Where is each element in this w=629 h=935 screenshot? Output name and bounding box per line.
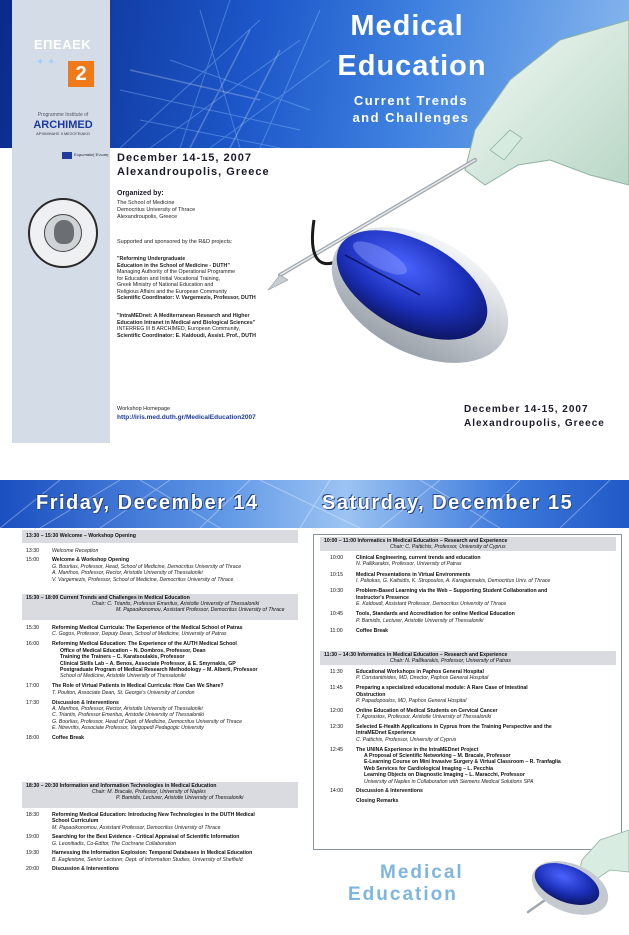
schedule-line: Closing Remarks <box>356 798 399 805</box>
schedule-line: Obstruction <box>356 691 386 698</box>
schedule-line: Reforming Medical Education: The Experience of the AUTH Medical School <box>52 641 237 648</box>
schedule-time: 13:30 <box>26 548 39 554</box>
event-date-bottom: December 14-15, 2007 <box>464 404 589 415</box>
schedule-line: B. Eaglestone, Senior Lecturer, Dept. of Information Studies, University of Sheffield <box>52 856 243 863</box>
schedule-line: School Curriculum <box>52 818 99 825</box>
schedule-line: Medical Presentations in Virtual Environments <box>356 571 471 578</box>
schedule-entry <box>356 798 606 804</box>
espaek-logo-number: 2 <box>68 61 94 87</box>
session-title: 11:30 – 14:30 Informatics in Medical Education – Research and Experience <box>324 652 508 658</box>
project2-line: INTERREG III B ARCHIMED, European Community, <box>117 326 240 332</box>
schedule-line: Educational Workshops in Paphos General Hospital <box>356 669 484 675</box>
schedule-line: Clinical Skills Lab – A. Benos, Associate Professor, & E. Smyrnakis, GP <box>60 660 236 667</box>
project2-block <box>117 313 317 339</box>
session-title: 18:30 – 20:30 Information and Information Technologies in Medical Education <box>26 783 217 789</box>
session-chair: Chair: N. Pallikarakis, Professor, University of Patras <box>390 658 511 664</box>
schedule-line: Postgraduate Program of Medical Research Methodology – M. Alberti, Professor <box>60 666 258 673</box>
schedule-line: Clinical Engineering, current trends and education <box>356 555 481 561</box>
session-chair: Chair: M. Bracale, Professor, University of Naples <box>92 789 206 795</box>
schedule-entry <box>52 683 307 696</box>
eu-caption: Ευρωπαϊκή Ένωση <box>74 152 109 157</box>
schedule-line: G. Bourlias, Professor, Head, School of Medicine, Democritus University of Thrace <box>52 563 242 570</box>
university-seal-icon <box>28 198 98 268</box>
session-chair: M. Papaoikonomou, Assistant Professor, Democritus University of Thrace <box>116 607 285 613</box>
schedule-line: V. Vargemezis, Professor, School of Medicine, Democritus University of Thrace <box>52 576 234 583</box>
schedule-time: 11:45 <box>330 685 343 692</box>
session-chair: Chair: C. Pattichis, Professor, University of Cyprus <box>390 544 506 550</box>
event-place-bottom: Alexandroupolis, Greece <box>464 418 605 429</box>
archimed-logo-top: Programme Institute of <box>37 112 89 118</box>
schedule-line: T. Agorastos, Professor, Aristotle University of Thessaloniki <box>356 714 492 721</box>
eu-flag-icon <box>62 152 72 159</box>
schedule-line: Discussion & Interventions <box>52 699 119 706</box>
schedule-time: 10:15 <box>330 571 343 578</box>
schedule-line: P. Bamidis, Lecturer, Aristotle University of Thessaloniki <box>356 617 484 624</box>
schedule-entry <box>52 735 307 741</box>
schedule-line: G. Bourlias, Professor, Head of Dept. of Medicine, Democritus University of Thrace <box>52 718 242 725</box>
schedule-time: 19:00 <box>26 834 39 841</box>
schedule-line: T. Poulton, Associate Dean, St. George's University of London <box>52 689 195 696</box>
schedule-line: Welcome Reception <box>52 548 99 554</box>
schedule-line: C. Pattichis, Professor, University of Cyprus <box>356 736 457 743</box>
seal-portrait <box>54 220 74 244</box>
schedule-line: Searching for the Best Evidence - Critical Appraisal of Scientific Information <box>52 834 240 841</box>
schedule-line: Harnessing the Information Explosion: Temporal Databases in Medical Education <box>52 850 253 857</box>
schedule-entry <box>356 611 606 624</box>
project1-line: Religious Affairs and the European Community <box>117 288 227 295</box>
poster-title-line2: Education <box>337 50 487 82</box>
schedule-time: 18:30 <box>26 812 39 818</box>
schedule-line: School of Medicine, Aristotle University of Thessaloniki <box>60 673 186 680</box>
saturday-session2-header <box>320 651 616 665</box>
schedule-line: Tools, Standards and Accreditation for online Medical Education <box>356 611 515 618</box>
schedule-line: E. Kaldoudi, Assistant Professor, Democritus University of Thrace <box>356 601 507 607</box>
schedule-line: The Role of Virtual Patients in Medical Curricula: How Can We Share? <box>52 683 224 690</box>
schedule-time: 10:00 <box>330 555 343 561</box>
schedule-time: 19:30 <box>26 850 39 857</box>
footer-mouse-illustration <box>515 850 615 920</box>
schedule-time: 20:00 <box>26 866 39 873</box>
friday-session1-header <box>22 530 298 543</box>
friday-heading: Friday, December 14 <box>36 492 259 514</box>
schedule-line: I. Paliokas, G. Kaltsidis, K. Stropoulos, A. Karagiannakis, Democritus Univ. of Thrace <box>356 578 551 584</box>
schedule-time: 10:30 <box>330 588 343 595</box>
schedule-time: 16:00 <box>26 641 39 648</box>
schedule-time: 18:00 <box>26 735 39 741</box>
schedule-entry <box>356 708 606 721</box>
programme-page <box>0 470 629 935</box>
schedule-entry <box>356 669 606 682</box>
schedule-entry <box>356 588 606 607</box>
project1-block <box>117 256 317 302</box>
saturday-session1-header <box>320 537 616 551</box>
saturday-heading: Saturday, December 15 <box>322 492 574 514</box>
schedule-line: E. Ntrevritis, Associate Professor, Vargopedi Pedagogic University <box>52 725 204 732</box>
workshop-homepage-link[interactable]: http://iris.med.duth.gr/MedicalEducation2007 <box>117 414 256 421</box>
poster-title-line1: Medical <box>350 10 464 42</box>
session-chair: P. Bamidis, Lecturer, Aristotle University of Thessaloniki <box>116 795 244 801</box>
schedule-line: C. Triantis, Professor Emeritus, Aristotle University of Thessaloniki <box>52 712 204 719</box>
friday-session2-header <box>22 594 298 620</box>
schedule-time: 11:30 <box>330 669 343 675</box>
schedule-line: Instructor's Presence <box>356 594 409 601</box>
schedule-entry <box>356 572 606 585</box>
schedule-line: Selected E-Health Applications in Cyprus from the Training Perspective and the <box>356 724 552 730</box>
schedule-line: G. Leonitiadis, Co-Editor, The Cochrane Collaboration <box>52 840 176 847</box>
sponsor-line: Supported and sponsored by the R&D projects: <box>117 239 233 245</box>
poster-subtitle-line2: and Challenges <box>352 110 470 125</box>
project1-line: Greek Ministry of National Education and <box>117 282 214 288</box>
archimed-logo-text: ARCHIMED <box>33 119 93 131</box>
schedule-line: Web Services for Cardiological Imaging – L. Pecchia <box>364 765 494 772</box>
schedule-entry <box>52 866 307 872</box>
project2-line: "IntraMEDnet: A Mediterranean Research and Higher <box>117 313 250 319</box>
schedule-line: Coffee Break <box>52 735 85 741</box>
schedule-entry <box>356 724 606 743</box>
schedule-entry <box>52 834 307 847</box>
friday-session3-header <box>22 782 298 808</box>
archimed-logo <box>26 112 100 156</box>
poster-subtitle-line1: Current Trends <box>353 93 469 108</box>
espaek-logo-text: ΕΠΕΑΕΚ <box>34 37 92 52</box>
schedule-line: Coffee Break <box>356 627 389 634</box>
project1-line: Education in the School of Medicine - DUTH" <box>117 262 230 269</box>
schedule-time: 10:45 <box>330 611 343 618</box>
schedule-entry <box>52 548 307 554</box>
schedule-entry <box>52 850 307 863</box>
schedule-line: M. Papaoikonomou, Assistant Professor, Democritus University of Thrace <box>52 824 221 831</box>
session-title: 10:00 – 11:00 Informatics in Medical Education – Research and Experience <box>324 538 508 544</box>
espaek-logo <box>30 33 94 87</box>
session-chair: Chair: C. Triantis, Professor Emeritus, Aristotle University of Thessaloniki <box>92 601 260 607</box>
schedule-entry <box>52 625 307 638</box>
event-date: December 14-15, 2007 <box>117 152 252 164</box>
project2-line: Education Intranet in Medical and Biological Sciences" <box>117 319 256 326</box>
saturday-panel <box>313 534 622 850</box>
schedule-entry <box>356 685 606 704</box>
schedule-line: IntraMEDnet Experience <box>356 730 416 737</box>
workshop-homepage-label: Workshop Homepage <box>117 406 171 412</box>
schedule-line: Reforming Medical Curricula: The Experience of the Medical School of Patras <box>52 625 243 631</box>
session-title: 15:30 – 18:00 Current Trends and Challenges in Medical Education <box>26 595 190 601</box>
schedule-line: Discussion & Interventions <box>52 866 119 873</box>
schedule-entry <box>52 557 307 583</box>
schedule-time: 15:00 <box>26 557 39 564</box>
project1-line: "Reforming Undergraduate <box>117 256 186 262</box>
organized-by-heading: Organized by: <box>117 190 164 197</box>
schedule-line: University of Naples in Collaboration with Siemens Medical Solutions SPA <box>364 778 534 785</box>
schedule-entry <box>356 788 606 794</box>
schedule-line: Welcome & Workshop Opening <box>52 557 130 564</box>
stars-icon: ✦ ✦ <box>36 57 56 68</box>
schedule-line: A. Manthos, Professor, Rector, Aristotle University of Thessaloniki <box>52 570 203 577</box>
schedule-time: 12:00 <box>330 707 343 714</box>
schedule-line: Training the Trainers – C. Karatsoulakis, Professor <box>60 654 185 661</box>
schedule-entry <box>52 700 307 732</box>
event-place: Alexandroupolis, Greece <box>117 166 270 178</box>
schedule-entry <box>356 628 606 634</box>
archimed-logo-sub: ΑΡΧΙΜΗΔΗΣ ΙΙ ΜΕΣΟΓΕΙΑΚΟ <box>36 131 90 136</box>
computer-mouse-illustration <box>300 200 520 400</box>
schedule-time: 12:45 <box>330 746 343 753</box>
schedule-entry <box>356 555 606 568</box>
schedule-line: E-Learning Course on Mini Invasive Surgery & Virtual Classroom – R. Tranfaglia <box>364 759 561 766</box>
schedule-line: P. Constantinides, MD, Director, Paphos General Hospital <box>356 675 489 682</box>
schedule-line: Online Education of Medical Students on Cervical Cancer <box>356 707 498 714</box>
poster <box>0 0 629 448</box>
schedule-line: Discussion & Interventions <box>356 788 423 795</box>
schedule-line: C. Gogos, Professor, Deputy Dean, School of Medicine, University of Patras <box>52 631 227 638</box>
schedule-time: 12:30 <box>330 724 343 730</box>
schedule-entry <box>356 747 606 785</box>
organizer-line: Democritus University of Thrace <box>117 207 196 213</box>
schedule-line: A. Manthos, Professor, Rector, Aristotle University of Thessaloniki <box>52 705 203 712</box>
schedule-line: Office of Medical Education – N. Dombros, Professor, Dean <box>60 647 206 654</box>
schedule-time: 15:30 <box>26 625 39 631</box>
schedule-line: A Proposal of Scientific Networking – M. Bracale, Professor <box>364 753 511 759</box>
schedule-time: 14:00 <box>330 788 343 795</box>
organizer-line: Alexandroupolis, Greece <box>117 214 178 220</box>
footer-brand-line2: Education <box>348 884 458 905</box>
project1-line: for Education and Initial Vocational Training, <box>117 275 221 282</box>
schedule-entry <box>52 812 307 831</box>
schedule-line: N. Pallikarakis, Professor, University of Patras <box>356 561 462 568</box>
schedule-time: 17:00 <box>26 683 39 690</box>
schedule-line: Problem-Based Learning via the Web – Supporting Student Collaboration and <box>356 588 548 595</box>
project1-line: Scientific Coordinator: V. Vargemezis, Professor, DUTH <box>117 295 256 301</box>
project2-line: Scientific Coordinator: E. Kaldoudi, Assist. Prof., DUTH <box>117 332 257 339</box>
schedule-line: The UNINA Experience in the IntraMEDnet Project <box>356 746 479 753</box>
organizer-line: The School of Medicine <box>117 200 175 206</box>
footer-brand-line1: Medical <box>380 862 464 883</box>
schedule-line: Preparing a specialized educational module: A Rare Case of Intestinal <box>356 685 528 692</box>
schedule-entry <box>52 641 307 679</box>
session-title: 13:30 – 15:30 Welcome – Workshop Opening <box>26 533 136 539</box>
schedule-line: P. Papadopoulos, MD, Paphos General Hospital <box>356 698 467 704</box>
schedule-line: Reforming Medical Education: Introducing New Technologies in the DUTH Medical <box>52 812 255 818</box>
schedule-line: Learning Objects on Diagnostic Imaging – L. Maracchi, Professor <box>364 772 525 779</box>
project1-line: Managing Authority of the Operational Programme <box>117 269 236 275</box>
schedule-time: 17:30 <box>26 699 39 706</box>
schedule-time: 11:00 <box>330 627 343 634</box>
